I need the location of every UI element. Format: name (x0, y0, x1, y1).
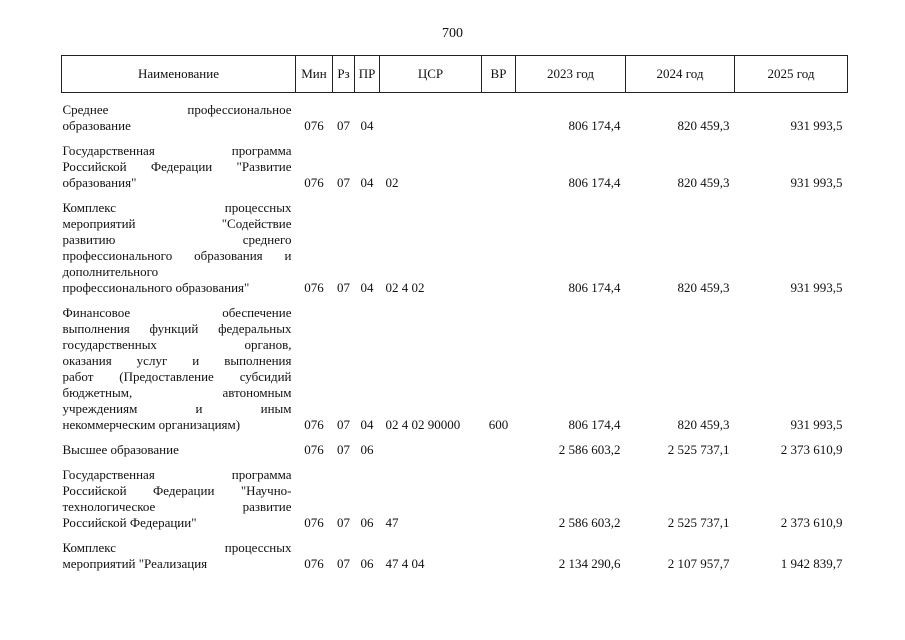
cell-pr: 04 (360, 417, 374, 432)
cell-name (62, 143, 296, 191)
cell-pr: 06 (360, 515, 374, 530)
cell-csr: 47 (385, 515, 399, 530)
header-min: Мин (296, 56, 333, 93)
cell-csr: 02 4 02 (385, 280, 425, 295)
cell-pr: 04 (360, 175, 374, 190)
cell-2025: 1 942 839,7 (780, 556, 843, 571)
row-spacer (62, 93, 848, 103)
cell-name (62, 102, 296, 134)
cell-2023: 806 174,4 (568, 175, 621, 190)
name-line: развитию среднего (62, 232, 292, 247)
cell-2023: 806 174,4 (568, 280, 621, 295)
name-line: Российской Федерации "Научно- (62, 483, 292, 498)
page-number: 700 (442, 26, 463, 41)
cell-pr: 06 (360, 442, 374, 457)
cell-pr: 06 (360, 556, 374, 571)
table-row (62, 143, 848, 191)
cell-vr (482, 540, 516, 572)
budget-table (61, 55, 848, 572)
cell-2025: 931 993,5 (790, 175, 843, 190)
table-row (62, 442, 848, 458)
name-line: Российской Федерации "Развитие (62, 159, 292, 174)
cell-rz: 07 (337, 442, 350, 457)
cell-min: 076 (304, 515, 324, 530)
table-row (62, 102, 848, 134)
table-row (62, 200, 848, 296)
cell-2024: 820 459,3 (677, 175, 730, 190)
header-2024: 2024 год (626, 56, 735, 93)
name-line: Финансовое обеспечение (62, 305, 292, 320)
cell-min: 076 (304, 556, 324, 571)
cell-min: 076 (304, 442, 324, 457)
spacer-cell (62, 433, 848, 442)
row-spacer (62, 134, 848, 143)
cell-2024: 820 459,3 (677, 118, 730, 133)
cell-2024: 820 459,3 (677, 280, 730, 295)
cell-2024: 820 459,3 (677, 417, 730, 432)
header-2025: 2025 год (735, 56, 848, 93)
header-2023: 2023 год (516, 56, 626, 93)
cell-min: 076 (304, 175, 324, 190)
name-line: Государственная программа (62, 467, 292, 482)
header-vr: ВР (482, 56, 516, 93)
cell-rz: 07 (337, 515, 350, 530)
cell-rz: 07 (337, 280, 350, 295)
cell-csr: 02 4 02 90000 (385, 417, 461, 432)
cell-vr (482, 102, 516, 134)
name-line: Среднее профессиональное (62, 102, 292, 117)
cell-name (62, 305, 296, 433)
table-row (62, 305, 848, 433)
spacer-cell (62, 531, 848, 540)
name-line: образования" (62, 175, 137, 190)
cell-2023: 806 174,4 (568, 118, 621, 133)
cell-csr: 47 4 04 (385, 556, 425, 571)
cell-rz: 07 (337, 175, 350, 190)
cell-name (62, 540, 296, 572)
cell-name (62, 442, 296, 458)
spacer-cell (62, 296, 848, 305)
name-line: оказания услуг и выполнения (62, 353, 292, 368)
cell-vr (482, 467, 516, 531)
cell-2023: 2 586 603,2 (558, 442, 621, 457)
name-line: государственных органов, (62, 337, 292, 352)
header-name: Наименование (62, 56, 296, 93)
cell-pr: 04 (360, 118, 374, 133)
cell-2023: 2 586 603,2 (558, 515, 621, 530)
cell-name (62, 200, 296, 296)
cell-vr (482, 200, 516, 296)
name-line: образование (62, 118, 131, 133)
name-line: дополнительного (62, 264, 159, 279)
cell-2025: 931 993,5 (790, 280, 843, 295)
cell-vr (482, 143, 516, 191)
cell-min: 076 (304, 417, 324, 432)
name-line: профессионального образования и (62, 248, 292, 263)
cell-2024: 2 525 737,1 (667, 442, 730, 457)
cell-2023: 2 134 290,6 (558, 556, 621, 571)
name-line: выполнения функций федеральных (62, 321, 292, 336)
row-spacer (62, 433, 848, 442)
name-line: профессионального образования" (62, 280, 250, 295)
name-line: Российской Федерации" (62, 515, 197, 530)
cell-rz: 07 (337, 556, 350, 571)
cell-vr: 600 (488, 417, 509, 432)
name-line: учреждениям и иным (62, 401, 292, 416)
name-line: Комплекс процессных (62, 200, 292, 215)
cell-name (62, 467, 296, 531)
cell-rz: 07 (337, 417, 350, 432)
spacer-cell (62, 458, 848, 467)
name-line: мероприятий "Реализация (62, 556, 208, 571)
name-line: Высшее образование (62, 442, 179, 457)
cell-2025: 2 373 610,9 (780, 515, 843, 530)
name-line: технологическое развитие (62, 499, 292, 514)
name-line: работ (Предоставление субсидий (62, 369, 292, 384)
row-spacer (62, 458, 848, 467)
cell-2024: 2 525 737,1 (667, 515, 730, 530)
header-rz: Рз (333, 56, 355, 93)
header-pr: ПР (355, 56, 380, 93)
cell-min: 076 (304, 280, 324, 295)
row-spacer (62, 531, 848, 540)
cell-2025: 931 993,5 (790, 118, 843, 133)
cell-rz: 07 (337, 118, 350, 133)
row-spacer (62, 191, 848, 200)
cell-2025: 931 993,5 (790, 417, 843, 432)
table-row (62, 467, 848, 531)
cell-csr (380, 102, 482, 134)
cell-csr: 02 (385, 175, 399, 190)
table-row (62, 540, 848, 572)
cell-2025: 2 373 610,9 (780, 442, 843, 457)
cell-2023: 806 174,4 (568, 417, 621, 432)
name-line: некоммерческим организациям) (62, 417, 241, 432)
cell-2024: 2 107 957,7 (667, 556, 730, 571)
cell-pr: 04 (360, 280, 374, 295)
spacer-cell (62, 191, 848, 200)
name-line: Государственная программа (62, 143, 292, 158)
row-spacer (62, 296, 848, 305)
table-header (62, 56, 848, 93)
name-line: мероприятий "Содействие (62, 216, 292, 231)
cell-csr (380, 442, 482, 458)
table-body (62, 93, 848, 573)
cell-min: 076 (304, 118, 324, 133)
cell-vr (482, 442, 516, 458)
name-line: Комплекс процессных (62, 540, 292, 555)
spacer-cell (62, 93, 848, 103)
spacer-cell (62, 134, 848, 143)
name-line: бюджетным, автономным (62, 385, 292, 400)
header-csr: ЦСР (380, 56, 482, 93)
